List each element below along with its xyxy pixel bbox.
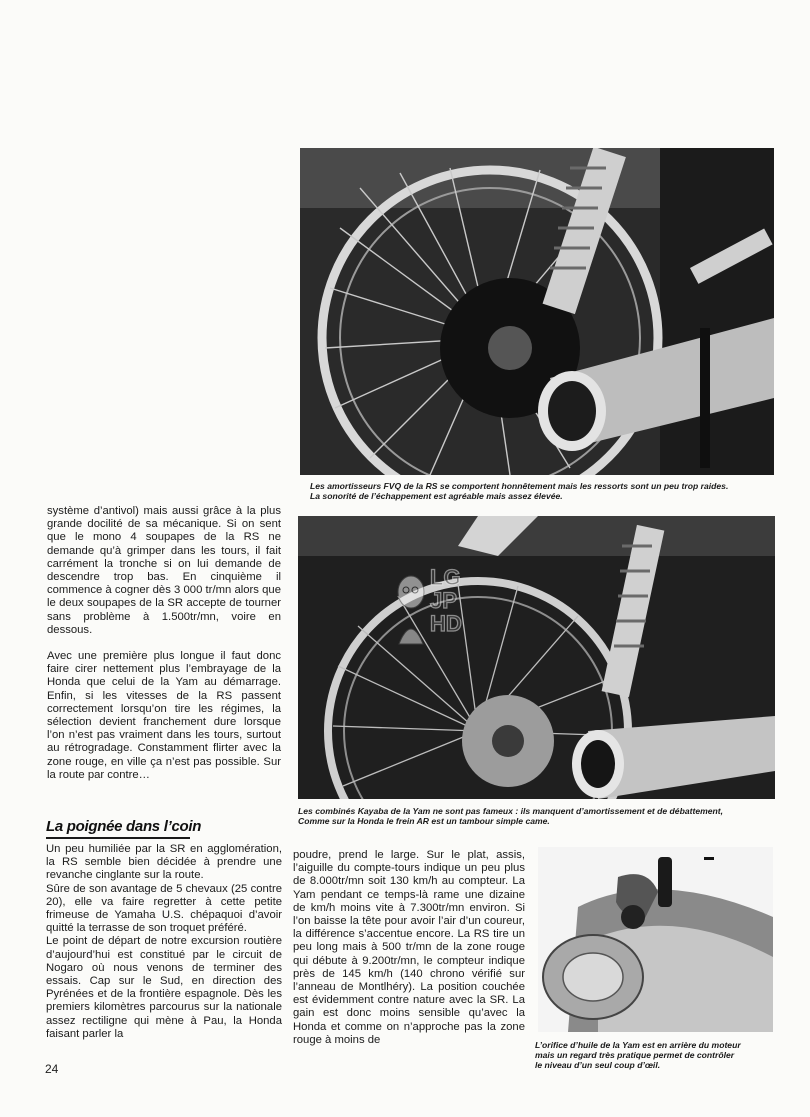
heading-rule: [46, 837, 190, 839]
body-paragraph: Un peu humiliée par la SR en agglomération, la RS semble bien décidée à prendre une revanche cinglante sur la route.: [46, 843, 282, 882]
page-number: 24: [45, 1062, 59, 1076]
watermark-text: JP: [430, 588, 457, 613]
left-column-bottom-text: [46, 843, 282, 1041]
caption-line: L’orifice d’huile de la Yam est en arrière du moteur: [535, 1040, 741, 1050]
caption-line: La sonorité de l’échappement est agréable mais assez élevée.: [310, 491, 563, 501]
caption-line: Les amortisseurs FVQ de la RS se comportent honnêtement mais les ressorts sont un peu trop raides.: [310, 481, 729, 491]
photo-yam-rear-suspension: [298, 516, 775, 799]
photo-rs-caption: [310, 481, 780, 501]
caption-line: Comme sur la Honda le frein AR est un tambour simple came.: [298, 816, 550, 826]
body-paragraph: poudre, prend le large. Sur le plat, assis, l’aiguille du compte-tours indique un peu plus de 8.000tr/mn soit 130 km/h au compteur. La Yam pendant ce temps-là rame une dizaine de km/h moins vite à 7.300tr/mn environ. Si l’on baisse la tête pour avoir l’air d’un coureur, la différence s’accentue encore. La RS tire un peu long mais à 500 tr/mn de la zone rouge qui débute à 9.200tr/mn, le compteur indique près de 145 km/h (140 chrono vérifié sur l’anneau de Montlhéry). La position couchée est évidemment contre nature avec la SR. La gain est donc moins sensible qu’avec la Honda et comme on n’approche pas la zone rouge à moins de: [293, 849, 525, 1046]
left-column-top-text: [47, 505, 281, 782]
photo-rs-rear-suspension: [300, 148, 774, 475]
watermark-text: LG: [430, 565, 461, 590]
photo-yam-caption: [298, 806, 778, 826]
body-paragraph: système d’antivol) mais aussi grâce à la plus grande docilité de sa mécanique. Si on sent que le mono 4 soupapes de la RS ne demande qu’à grimper dans les tours, il fait carrément la tronche si on lui demande de descendre trop bas. En cinquième il commence à cogner dès 3 000 tr/mn alors que le deux soupapes de la SR accepte de tourner sans problème à 1.500tr/mn, voire en dessous.: [47, 505, 281, 636]
body-paragraph: Avec une première plus longue il faut donc faire cirer nettement plus l’embrayage de la Honda que celui de la Yam au démarrage. Enfin, si les vitesses de la RS passent correctement lorsqu’on tire les régimes, la sélection devient franchement dure lorsque l’on n’est pas vraiment dans les tours, surtout au rétrogradage. Constamment flirter avec la zone rouge, en ville ça n’est pas possible. Sur la route par contre…: [47, 650, 281, 781]
caption-line: mais un regard très pratique permet de contrôler: [535, 1050, 735, 1060]
section-heading: La poignée dans l’coin: [46, 818, 202, 835]
watermark-logo: [394, 566, 466, 650]
watermark-portrait-icon: [394, 566, 428, 646]
caption-line: Les combinés Kayaba de la Yam ne sont pas fameux : ils manquent d’amortissement et de débattement,: [298, 806, 724, 816]
watermark-text: HD: [430, 611, 462, 636]
photo-oil-caption: [535, 1040, 780, 1070]
body-paragraph: Le point de départ de notre excursion routière d’aujourd’hui est constitué par le circuit de Nogaro où nous venons de terminer des essais. Cap sur le Sud, en direction des Pyrénées et de la frontière espagnole. Dès les premiers kilomètres parcourus sur la nationale assez rectiligne qui mène à Pau, la Honda faisant parler la: [46, 935, 282, 1040]
caption-line: le niveau d’un seul coup d’œil.: [535, 1060, 661, 1070]
middle-column-text: [293, 849, 525, 1047]
photo-yam-oil-filler: [538, 847, 773, 1032]
body-paragraph: Sûre de son avantage de 5 chevaux (25 contre 20), elle va faire regretter à cette petite frimeuse de Yamaha U.S. chépaquoi d’avoir quitté la terrasse de son troquet préféré.: [46, 882, 282, 935]
